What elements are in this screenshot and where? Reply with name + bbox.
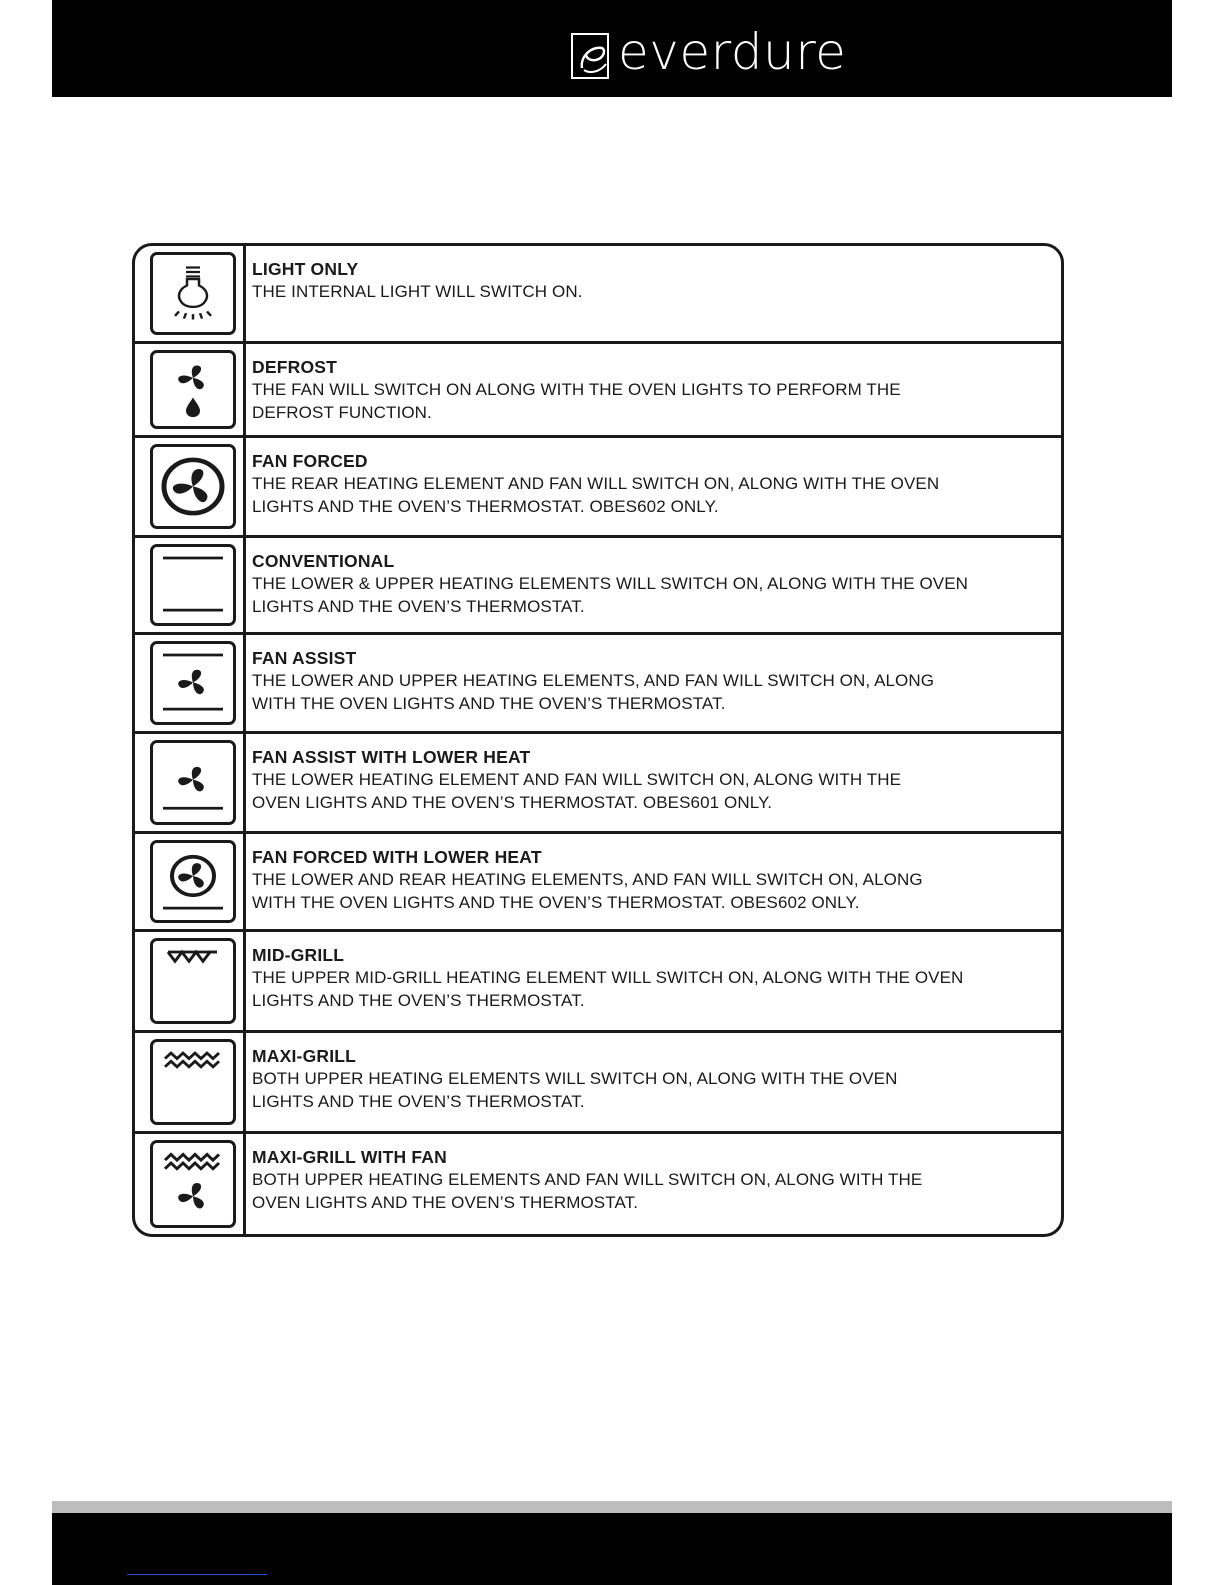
icon-cell <box>135 246 246 341</box>
mode-description: DEFROST FUNCTION. <box>252 403 432 422</box>
icon-cell <box>135 438 246 535</box>
mode-text <box>252 1045 1021 1113</box>
mode-description: THE UPPER MID-GRILL HEATING ELEMENT WILL SWITCH ON, ALONG WITH THE OVEN <box>252 968 964 987</box>
table-row <box>135 834 1061 932</box>
icon-cell <box>135 1134 246 1234</box>
icon-cell <box>135 932 246 1030</box>
table-row <box>135 932 1061 1033</box>
table-row <box>135 438 1061 538</box>
mode-text <box>252 647 1021 715</box>
table-row <box>135 1134 1061 1234</box>
mode-title: FAN ASSIST WITH LOWER HEAT <box>252 747 531 767</box>
icon-cell <box>135 734 246 831</box>
mode-text <box>252 550 1021 618</box>
mode-description: WITH THE OVEN LIGHTS AND THE OVEN’S THERMOSTAT. OBES602 ONLY. <box>252 893 860 912</box>
oven-functions-table <box>132 243 1064 1237</box>
mode-description: THE INTERNAL LIGHT WILL SWITCH ON. <box>252 282 583 301</box>
footer-divider <box>52 1501 1172 1513</box>
mode-text <box>252 944 1021 1012</box>
mode-description: THE LOWER & UPPER HEATING ELEMENTS WILL SWITCH ON, ALONG WITH THE OVEN <box>252 574 969 593</box>
mode-text <box>252 450 1021 518</box>
mode-description: OVEN LIGHTS AND THE OVEN’S THERMOSTAT. <box>252 1193 639 1212</box>
icon-cell <box>135 344 246 435</box>
mode-title: FAN FORCED WITH LOWER HEAT <box>252 847 542 867</box>
mode-description: OVEN LIGHTS AND THE OVEN’S THERMOSTAT. OBES601 ONLY. <box>252 793 773 812</box>
fan-assist-lower-heat-icon <box>150 740 236 825</box>
icon-cell <box>135 1033 246 1131</box>
mode-description: THE FAN WILL SWITCH ON ALONG WITH THE OVEN LIGHTS TO PERFORM THE <box>252 380 901 399</box>
mode-text <box>252 1146 1021 1214</box>
mode-description: WITH THE OVEN LIGHTS AND THE OVEN’S THERMOSTAT. <box>252 694 726 713</box>
mode-description: THE LOWER HEATING ELEMENT AND FAN WILL SWITCH ON, ALONG WITH THE <box>252 770 902 789</box>
maxi-grill-icon <box>150 1039 236 1125</box>
mode-text <box>252 846 1021 914</box>
everdure-logo-icon <box>570 32 612 80</box>
light-bulb-icon <box>150 252 236 335</box>
table-row <box>135 635 1061 734</box>
mid-grill-icon <box>150 938 236 1024</box>
mode-title: MID-GRILL <box>252 945 345 965</box>
mode-description: LIGHTS AND THE OVEN’S THERMOSTAT. <box>252 597 585 616</box>
mode-description: THE REAR HEATING ELEMENT AND FAN WILL SWITCH ON, ALONG WITH THE OVEN <box>252 474 940 493</box>
mode-title: DEFROST <box>252 357 338 377</box>
footer-bar <box>52 1513 1172 1585</box>
icon-cell <box>135 635 246 731</box>
mode-title: LIGHT ONLY <box>252 259 359 279</box>
defrost-icon <box>150 350 236 429</box>
fan-forced-icon <box>150 444 236 529</box>
brand-name: everdure <box>618 23 847 81</box>
mode-title: FAN FORCED <box>252 451 368 471</box>
mode-description: BOTH UPPER HEATING ELEMENTS AND FAN WILL SWITCH ON, ALONG WITH THE <box>252 1170 923 1189</box>
mode-title: MAXI-GRILL <box>252 1046 357 1066</box>
mode-text <box>252 356 1021 424</box>
maxi-grill-fan-icon <box>150 1140 236 1228</box>
header-bar <box>52 0 1172 97</box>
conventional-icon <box>150 544 236 626</box>
fan-forced-lower-heat-icon <box>150 840 236 923</box>
table-row <box>135 344 1061 438</box>
icon-cell <box>135 538 246 632</box>
brand-logo <box>570 23 847 84</box>
table-row <box>135 538 1061 635</box>
icon-cell <box>135 834 246 929</box>
table-row <box>135 1033 1061 1134</box>
mode-description: LIGHTS AND THE OVEN’S THERMOSTAT. OBES602 ONLY. <box>252 497 719 516</box>
mode-description: BOTH UPPER HEATING ELEMENTS WILL SWITCH ON, ALONG WITH THE OVEN <box>252 1069 898 1088</box>
mode-text <box>252 746 1021 814</box>
mode-text <box>252 258 1021 303</box>
fan-assist-icon <box>150 641 236 725</box>
mode-title: CONVENTIONAL <box>252 551 395 571</box>
mode-title: MAXI-GRILL WITH FAN <box>252 1147 447 1167</box>
mode-description: LIGHTS AND THE OVEN’S THERMOSTAT. <box>252 991 585 1010</box>
table-row <box>135 246 1061 344</box>
table-row <box>135 734 1061 834</box>
mode-title: FAN ASSIST <box>252 648 357 668</box>
footer-link-underline <box>127 1574 267 1575</box>
mode-description: THE LOWER AND UPPER HEATING ELEMENTS, AND FAN WILL SWITCH ON, ALONG <box>252 671 935 690</box>
mode-description: THE LOWER AND REAR HEATING ELEMENTS, AND FAN WILL SWITCH ON, ALONG <box>252 870 923 889</box>
mode-description: LIGHTS AND THE OVEN’S THERMOSTAT. <box>252 1092 585 1111</box>
